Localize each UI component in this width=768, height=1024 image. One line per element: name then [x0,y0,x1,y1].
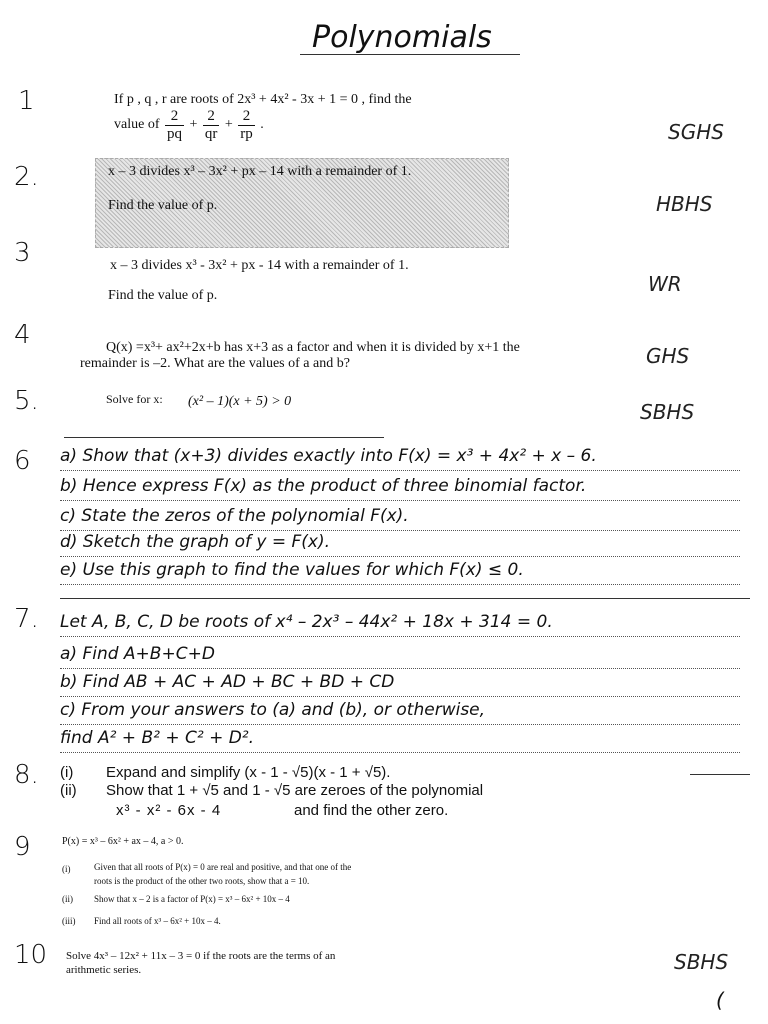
q1-fraction-3: $\frac{2}{rp}$ [240,108,253,142]
q6-line-d [60,556,740,557]
q10-line2: arithmetic series. [66,964,142,976]
q9-iii-label: (iii) [62,916,76,926]
q8-ii-polynomial: x³ - x² - 6x - 4 [116,802,222,819]
q8-ii-label: (ii) [60,782,77,799]
q7-part-a: a) Find A+B+C+D [60,644,215,664]
q6-part-d: d) Sketch the graph of y = F(x). [60,532,330,552]
q9-i-line2: roots is the product of the other two roots, show that a = 10. [94,876,310,886]
question-number-8: 8. [14,760,39,790]
question-number-7: 7. [14,604,39,634]
question-number-1: 1 [18,86,35,116]
q1-fraction-2: $\frac{2}{qr}$ [204,108,218,142]
q6-part-c: c) State the zeros of the polynomial F(x). [60,506,409,526]
page-title: Polynomials [312,20,492,55]
source-tag-q2: HBHS [656,192,713,216]
question-number-10: 10 [14,940,48,970]
q9-ii-label: (ii) [62,894,73,904]
q4-line1: Q(x) =x³+ ax²+2x+b has x+3 as a factor and when it is divided by x+1 the [106,340,520,355]
q4-line2: remainder is –2. What are the values of a and b? [80,356,350,371]
q3-line1: x – 3 divides x³ - 3x² + px - 14 with a remainder of 1. [110,258,409,273]
question-number-9: 9 [14,832,31,862]
q9-i-line1: Given that all roots of P(x) = 0 are real and positive, and that one of the [94,862,352,872]
q8-i-label: (i) [60,764,74,781]
q5-expression: (x² – 1)(x + 5) > 0 [188,394,292,409]
q9-iii-text: Find all roots of x³ – 6x² + 10x – 4. [94,916,221,926]
q7-line-a [60,668,740,669]
q8-ii-end: and find the other zero. [294,802,449,819]
question-number-4: 4 [14,320,31,350]
question-number-6: 6 [14,446,31,476]
q5-label: Solve for x: [106,392,163,406]
q7-line-c2 [60,752,740,753]
q7-line-b [60,696,740,697]
q8-dash [690,774,750,775]
q7-part-c-cont: find A² + B² + C² + D². [60,728,255,748]
footer-mark: ( [716,988,724,1012]
title-underline [300,54,520,55]
q10-line1: Solve 4x³ – 12x² + 11x – 3 = 0 if the roots are the terms of an [66,950,336,962]
source-tag-q1: SGHS [668,120,724,144]
q6-part-e: e) Use this graph to find the values for which F(x) ≤ 0. [60,560,524,580]
q3-line2: Find the value of p. [108,288,218,303]
q1-plus-1: + [189,117,198,133]
source-tag-q4: GHS [646,344,690,368]
q6-part-a: a) Show that (x+3) divides exactly into F(x) = x³ + 4x² + x – 6. [60,446,597,466]
q6-line-c [60,530,740,531]
q6-line-b [60,500,740,501]
q9-i-label: (i) [62,864,71,874]
q6-part-b: b) Hence express F(x) as the product of three binomial factor. [60,476,587,496]
q7-part-c: c) From your answers to (a) and (b), or otherwise, [60,700,486,720]
q1-prefix: value of [114,117,160,133]
q1-expression [114,108,264,142]
question-number-2: 2. [14,162,39,192]
source-tag-q10: SBHS [674,950,729,974]
q2-line2: Find the value of p. [108,198,218,213]
q9-stem: P(x) = x³ – 6x² + ax – 4, a > 0. [62,836,184,847]
q6-q7-separator [60,598,750,599]
source-tag-q5: SBHS [640,400,695,424]
q8-ii-text: Show that 1 + √5 and 1 - √5 are zeroes of the polynomial [106,782,484,799]
question-number-5: 5. [14,386,39,416]
question-number-3: 3 [14,238,31,268]
q9-ii-text: Show that x – 2 is a factor of P(x) = x³ – 6x² + 10x – 4 [94,894,290,904]
q5-rule [64,437,384,438]
q7-line-c [60,724,740,725]
q6-line-e [60,584,740,585]
q1-end: . [260,117,264,133]
q2-line1: x – 3 divides x³ – 3x² + px – 14 with a remainder of 1. [108,164,412,179]
source-tag-q3: WR [648,272,682,296]
q1-plus-2: + [224,117,233,133]
q7-intro: Let A, B, C, D be roots of x⁴ – 2x³ – 44x² + 18x + 314 = 0. [60,612,553,632]
q7-line-intro [60,636,740,637]
q1-fraction-1: $\frac{2}{pq}$ [166,108,182,142]
q8-i-text: Expand and simplify (x - 1 - √5)(x - 1 + √5). [106,764,391,781]
q6-line-a [60,470,740,471]
q1-line1: If p , q , r are roots of 2x³ + 4x² - 3x + 1 = 0 , find the [114,92,412,107]
q7-part-b: b) Find AB + AC + AD + BC + BD + CD [60,672,395,692]
